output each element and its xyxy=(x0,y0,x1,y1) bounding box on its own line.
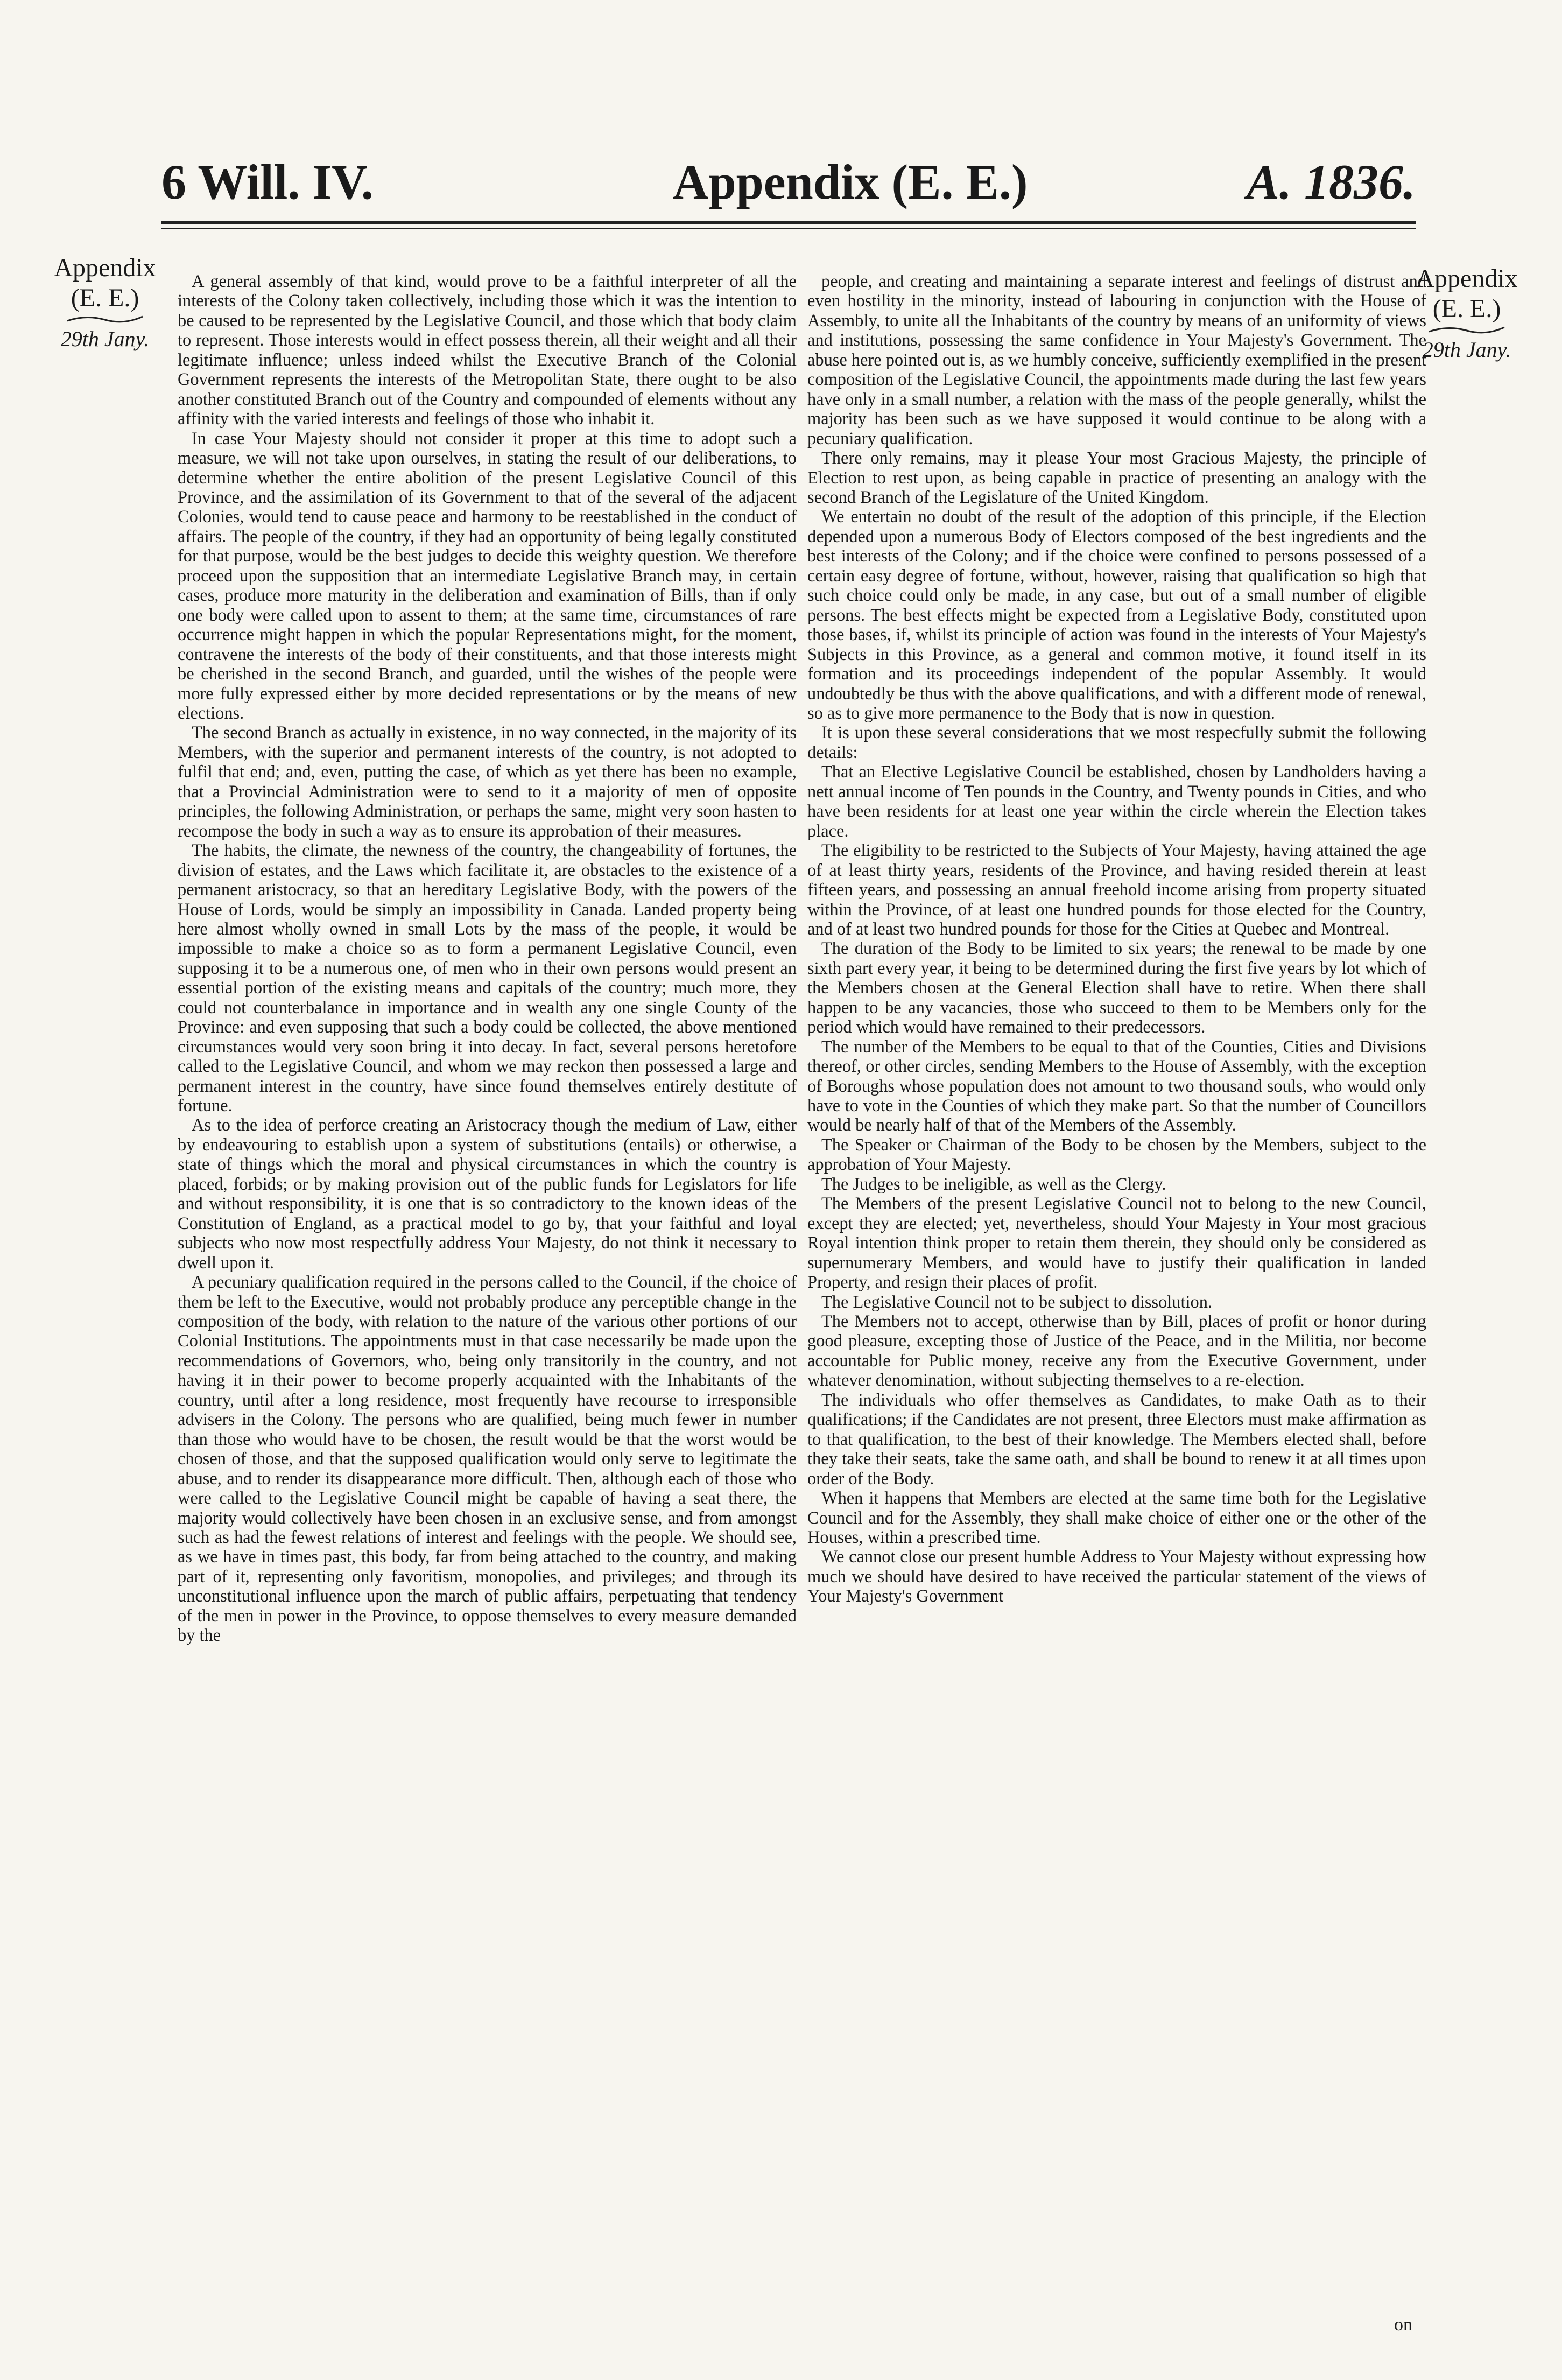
catchword: on xyxy=(1394,2315,1412,2335)
session-reference: 6 Will. IV. xyxy=(161,155,374,209)
paragraph: It is upon these several considerations that we most respecfully submit the following details: xyxy=(807,723,1426,762)
margin-date: 29th Jany. xyxy=(1422,338,1511,362)
paragraph: The Members of the present Legislative Council not to belong to the new Council, except they are elected; yet, nevertheless, should Your Majesty in Your most gracious Royal intention think proper to retain them therein, they should only be considered as supernumerary Members, and would have to justify their qualification in landed Property, and resign their places of profit. xyxy=(807,1194,1426,1293)
paragraph: The duration of the Body to be limited to six years; the renewal to be made by one sixth part every year, it being to be determined during the first five years by lot which of the Members chosen at the General Election shall have to retire. When there shall happen to be any vacancies, those who succeed to them to be Members only for the period which would have remained to their predecessors. xyxy=(807,939,1426,1037)
margin-appendix-code: (E. E.) xyxy=(1432,294,1501,323)
paragraph: In case Your Majesty should not consider it proper at this time to adopt such a measure, we will not take upon ourselves, in stating the result of our deliberations, to determine whether the entire abolition of the present Legislative Council of this Province, and the assimilation of its Government to that of the several of the adjacent Colonies, would tend to cause peace and harmony to be reestablished in the conduct of affairs. The people of the country, if they had an opportunity of being legally constituted for that purpose, would be the best judges to decide this weighty question. We therefore proceed upon the supposition that an intermediate Legislative Branch may, in certain cases, produce more maturity in the deliberation and examination of Bills, than if only one body were called upon to assent to them; at the same time, circumstances of rare occurrence might happen in which the popular Representations might, for the moment, contravene the interests of the body of their constituents, and that those interests might be cherished in the second Branch, and guarded, until the wishes of the people were more fully expressed either by more decided representations or by the means of new elections. xyxy=(178,429,797,723)
swash-ornament-icon xyxy=(65,313,145,324)
paragraph: We cannot close our present humble Address to Your Majesty without expressing how much we should have desired to have received the particular statement of the views of Your Majesty's Government xyxy=(807,1547,1426,1606)
paragraph: The eligibility to be restricted to the Subjects of Your Majesty, having attained the age of at least thirty years, residents of the Province, and having resided therein at least fifteen years, and possessing an annual freehold income arising from property situated within the Province, of at least one hundred pounds for those elected for the Country, and of at least two hundred pounds for those for the Cities at Quebec and Montreal. xyxy=(807,841,1426,939)
paragraph: The Judges to be ineligible, as well as the Clergy. xyxy=(821,1174,1166,1194)
paragraph: The habits, the climate, the newness of the country, the changeability of fortunes, the division of estates, and the Laws which facilitate it, are obstacles to the existence of a permanent aristocracy, so that an hereditary Legislative Body, with the powers of the House of Lords, would be simply an impossibility in Canada. Landed property being here almost wholly owned in small Lots by the mass of the people, it would be impossible to make a choice so as to form a permanent Legislative Council, even supposing it to be a numerous one, of men who in their own persons would present an essential portion of the existing means and capitals of the country; much more, they could not counterbalance in importance and in wealth any one single County of the Province: and even supposing that such a body could be collected, the above mentioned circumstances would very soon bring it into decay. In fact, several persons heretofore called to the Legislative Council, and whom we may reckon then possessed a large and permanent interest in the country, have since found themselves entirely destitute of fortune. xyxy=(178,841,797,1116)
header-rule-thin xyxy=(161,228,1416,229)
margin-note-left xyxy=(48,253,161,354)
page-title: Appendix (E. E.) xyxy=(673,155,1028,209)
text-column-left xyxy=(178,272,797,1646)
paragraph: We entertain no doubt of the result of the adoption of this principle, if the Election depended upon a numerous Body of Electors composed of the best ingredients and the best interests of the Colony; and if the choice were confined to persons possessed of a certain easy degree of fortune, without, however, raising that qualification so high that such choice could only be made, in any case, but out of a small number of eligible persons. The best effects might be expected from a Legislative Body, constituted upon those bases, if, whilst its principle of action was found in the interests of Your Majesty's Subjects in this Province, as a general and common motive, it found itself in its formation and its proceedings independent of the popular Assembly. It would undoubtedly be thus with the above qualifications, and with a different mode of renewal, so as to give more permanence to the Body that is now in question. xyxy=(807,507,1426,723)
paragraph: The Speaker or Chairman of the Body to be chosen by the Members, subject to the approbation of Your Majesty. xyxy=(807,1135,1426,1175)
margin-appendix-code: (E. E.) xyxy=(71,284,139,312)
text-column-right xyxy=(807,272,1426,1606)
paragraph: The Legislative Council not to be subject to dissolution. xyxy=(821,1292,1212,1312)
paragraph: That an Elective Legislative Council be established, chosen by Landholders having a nett annual income of Ten pounds in the Country, and Twenty pounds in Cities, and who have been residents for at least one year within the circle wherein the Election takes place. xyxy=(807,762,1426,841)
year-reference: A. 1836. xyxy=(1246,155,1416,209)
paragraph: The Members not to accept, otherwise than by Bill, places of profit or honor during good pleasure, excepting those of Justice of the Peace, and in the Militia, nor become accountable for Public money, receive any from the Executive Government, under whatever denomination, without subjecting themselves to a re-election. xyxy=(807,1312,1426,1391)
margin-date: 29th Jany. xyxy=(60,327,150,351)
paragraph: people, and creating and maintaining a separate interest and feelings of distrust and even hostility in the minority, instead of labouring in conjunction with the House of Assembly, to unite all the Inhabitants of the country by means of an uniformity of views and institutions, possessing the same confidence in Your Majesty's Government. The abuse here pointed out is, as we humbly conceive, sufficiently exemplified in the present composition of the Legislative Council, the appointments made during the last few years have only in a small number, a relation with the mass of the people generally, whilst the majority has been such as we have supposed it would continue to be along with a pecuniary qualification. xyxy=(807,272,1426,448)
paragraph: The second Branch as actually in existence, in no way connected, in the majority of its Members, with the superior and permanent interests of the country, is not adopted to fulfil that end; and, even, putting the case, of which as yet there has been no example, that a Provincial Administration were to send to it a majority of men of opposite principles, the following Administration, or perhaps the same, might very soon hasten to recompose the body in such a way as to ensure its approbation of their measures. xyxy=(178,723,797,841)
page-header xyxy=(161,153,1416,218)
paragraph: There only remains, may it please Your most Gracious Majesty, the principle of Election to rest upon, as being capable in practice of presenting an analogy with the second Branch of the Legislature of the United Kingdom. xyxy=(807,448,1426,507)
header-rule-thick xyxy=(161,221,1416,224)
swash-ornament-icon xyxy=(1426,324,1507,335)
paragraph: When it happens that Members are elected at the same time both for the Legislative Council and for the Assembly, they shall make choice of either one or the other of the Houses, within a prescribed time. xyxy=(807,1489,1426,1547)
margin-note-right xyxy=(1410,264,1523,365)
paragraph: A pecuniary qualification required in the persons called to the Council, if the choice of them be left to the Executive, would not probably produce any perceptible change in the composition of the body, with relation to the nature of the various other portions of our Colonial Institutions. The appointments must in that case necessarily be made upon the recommendations of Governors, who, being only transitorily in the country, and not having it in their power to become properly acquainted with the Inhabitants of the country, until after a long residence, most frequently have recourse to irresponsible advisers in the Colony. The persons who are qualified, being much fewer in number than those who would have to be chosen, the result would be that the worst would be chosen of those, and that the supposed qualification would only serve to legitimate the abuse, and to render its disappearance more difficult. Then, although each of those who were called to the Legislative Council might be capable of having a seat there, the majority would collectively have been chosen in an exclusive sense, and from amongst such as had the fewest relations of interest and feelings with the people. We should see, as we have in times past, this body, far from being attached to the country, and making part of it, representing only favoritism, monopolies, and privileges; and through its unconstitutional influence upon the march of public affairs, perpetuating that tendency of the men in power in the Province, to oppose themselves to every measure demanded by the xyxy=(178,1273,797,1646)
margin-appendix-label: Appendix xyxy=(54,254,156,282)
margin-appendix-label: Appendix xyxy=(1416,264,1518,293)
paragraph: The individuals who offer themselves as Candidates, to make Oath as to their qualifications; if the Candidates are not present, three Electors must make affirmation as to that qualification, to the best of their knowledge. The Members elected shall, before they take their seats, take the same oath, and shall be bound to renew it at all times upon order of the Body. xyxy=(807,1390,1426,1489)
paragraph: As to the idea of perforce creating an Aristocracy though the medium of Law, either by endeavouring to establish upon a system of substitutions (entails) or otherwise, a state of things which the moral and physical circumstances in which the country is placed, forbids; or by making provision out of the public funds for Legislators for life and without responsibility, it is one that is so contradictory to the known ideas of the Constitution of England, as a practical model to go by, that your faithful and loyal subjects who now most respectfully address Your Majesty, do not think it necessary to dwell upon it. xyxy=(178,1115,797,1273)
paragraph: A general assembly of that kind, would prove to be a faithful interpreter of all the interests of the Colony taken collectively, including those which it was the intention to be caused to be represented by the Legislative Council, and those which that body claim to represent. Those interests would in effect possess therein, all their weight and all their legitimate influence; unless indeed whilst the Executive Branch of the Colonial Government represents the interests of the Metropolitan State, there ought to be also another constituted Branch out of the Country and compounded of elements without any affinity with the varied interests and feelings of those who inhabit it. xyxy=(178,272,797,429)
paragraph: The number of the Members to be equal to that of the Counties, Cities and Divisions thereof, or other circles, sending Members to the House of Assembly, with the exception of Boroughs whose population does not amount to two thousand souls, who would only have to vote in the Counties of which they make part. So that the number of Councillors would be nearly half of that of the Members of the Assembly. xyxy=(807,1037,1426,1135)
